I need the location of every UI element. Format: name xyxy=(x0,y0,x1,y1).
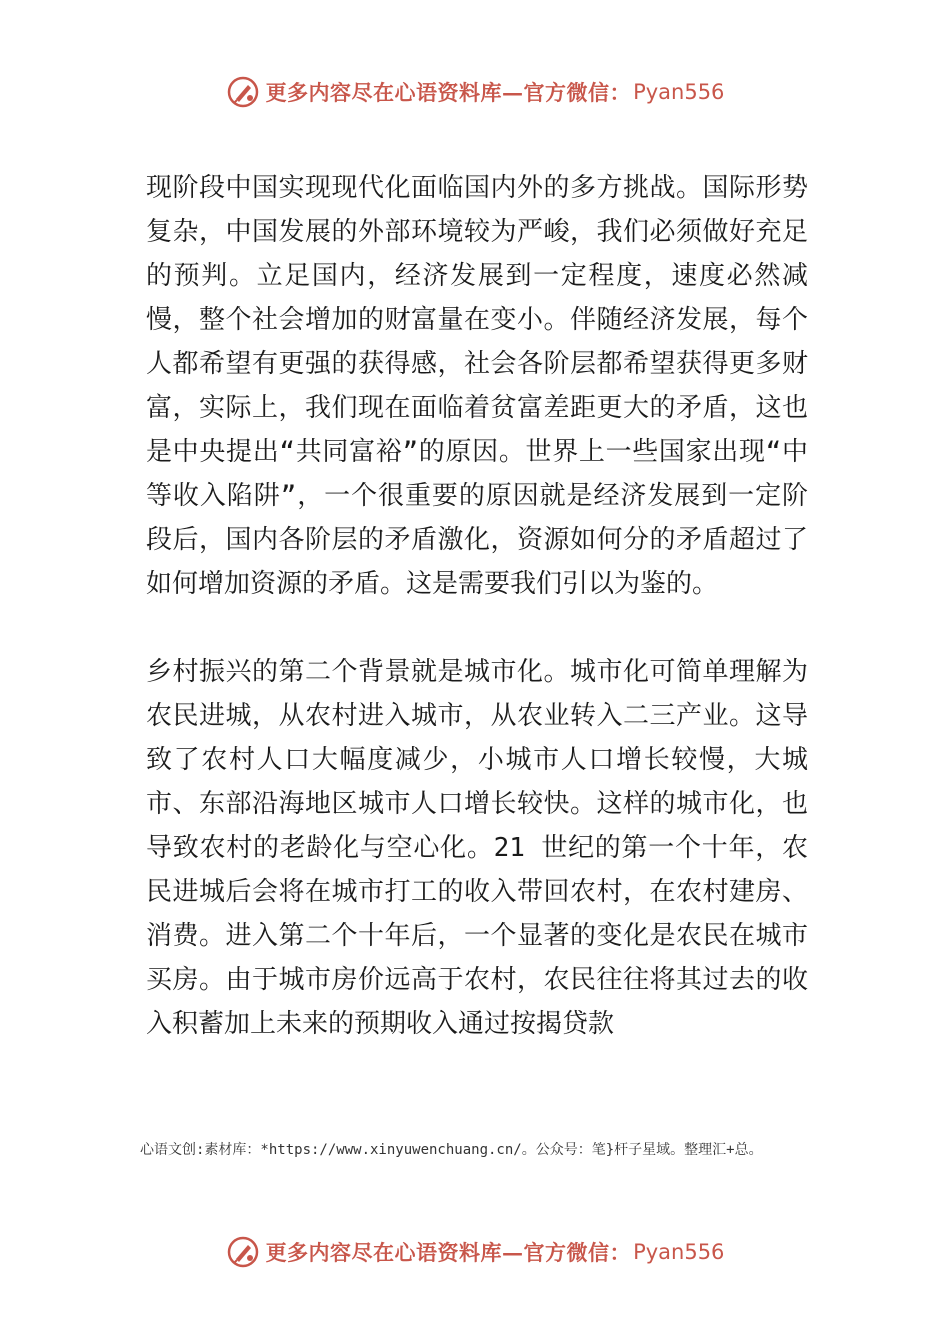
header-banner xyxy=(0,72,950,112)
paragraph-1: 现阶段中国实现现代化面临国内外的多方挑战。国际形势复杂，中国发展的外部环境较为严峻，我们必须做好充足的预判。立足国内，经济发展到一定程度，速度必然减慢，整个社会增加的财富量在变小。伴随经济发展，每个人都希望有更强的获得感，社会各阶层都希望获得更多财富，实际上，我们现在面临着贫富差距更大的矛盾，这也是中央提出“共同富裕”的原因。世界上一些国家出现“中等收入陷阱”，一个很重要的原因就是经济发展到一定阶段后，国内各阶层的矛盾激化，资源如何分的矛盾超过了如何增加资源的矛盾。这是需要我们引以为鉴的。 xyxy=(146,173,808,599)
banner-text: 更多内容尽在心语资料库—官方微信： xyxy=(265,80,632,105)
banner-wechat-id: Pyan556 xyxy=(633,1240,725,1264)
document-body xyxy=(146,166,808,1046)
paragraph-2: 乡村振兴的第二个背景就是城市化。城市化可简单理解为农民进城，从农村进入城市，从农业转入二三产业。这导致了农村人口大幅度减少，小城市人口增长较慢，大城市、东部沿海地区城市人口增长较快。这样的城市化，也导致农村的老龄化与空心化。21 世纪的第一个十年，农民进城后会将在城市打工的收入带回农村，在农村建房、消费。进入第二个十年后，一个显著的变化是农民在城市买房。由于城市房价远高于农村，农民往往将其过去的收入积蓄加上未来的预期收入通过按揭贷款 xyxy=(146,657,808,1039)
pen-seal-icon xyxy=(226,75,260,109)
footer-banner xyxy=(0,1232,950,1272)
banner-wechat-id: Pyan556 xyxy=(633,80,725,104)
footnote: 心语文创:素材库：*https://www.xinyuwenchuang.cn/。公众号：笔}杆子星域。整理汇+总。 xyxy=(140,1142,763,1158)
banner-text: 更多内容尽在心语资料库—官方微信： xyxy=(265,1240,632,1265)
pen-seal-icon xyxy=(226,1235,260,1269)
